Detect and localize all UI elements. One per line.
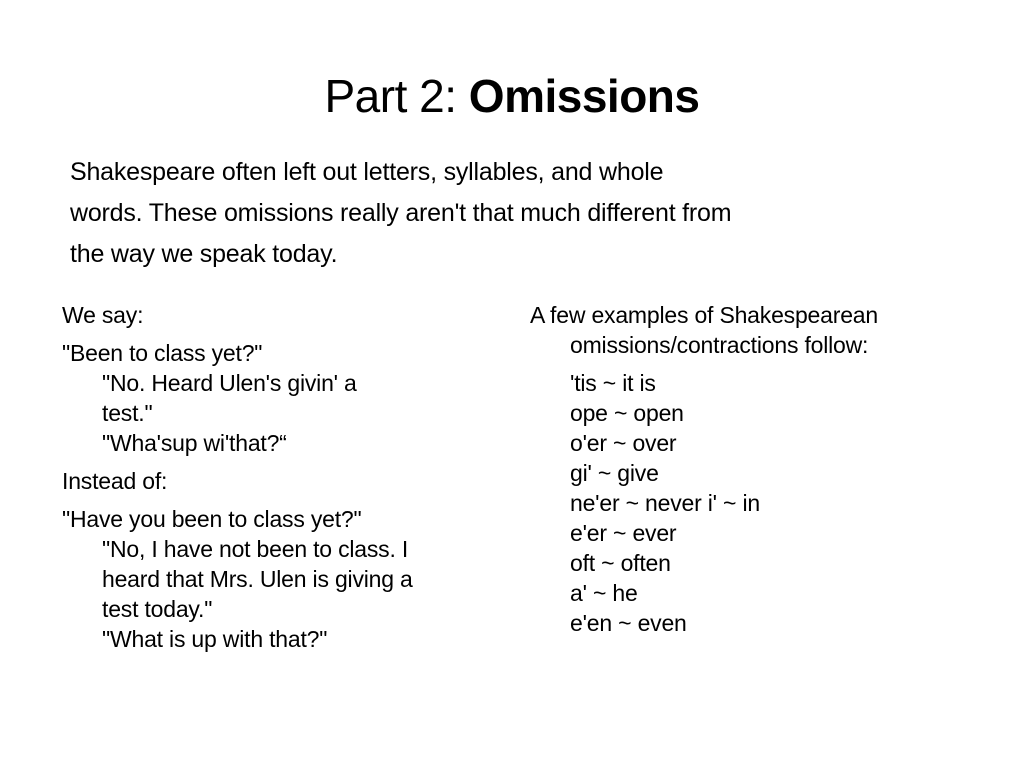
left-column [62,300,512,662]
title-bold: Omissions [468,70,700,122]
intro-line: words. These omissions really aren't that much different from [70,199,732,227]
examples-heading-line: omissions/contractions follow: [570,332,869,358]
instead-line: test today." [102,596,213,622]
examples-heading-line: A few examples of Shakespearean [530,302,878,328]
intro-line: Shakespeare often left out letters, syllables, and whole [70,158,664,186]
intro-line: the way we speak today. [70,240,338,268]
instead-line: heard that Mrs. Ulen is giving a [102,566,413,592]
we-say-label: We say: [62,302,144,328]
example-item: e'er ~ ever [570,520,677,546]
example-item: o'er ~ over [570,430,677,456]
instead-label: Instead of: [62,468,168,494]
examples-list [530,368,1000,638]
instead-line: "What is up with that?" [102,626,328,652]
we-say-line: "No. Heard Ulen's givin' a [102,370,357,396]
we-say-line: "Wha'sup wi'that?“ [102,430,287,456]
example-item: oft ~ often [570,550,671,576]
intro-paragraph [70,152,950,275]
example-item: e'en ~ even [570,610,687,636]
we-say-block [62,338,512,458]
example-item: ne'er ~ never i' ~ in [570,490,760,516]
instead-line: "Have you been to class yet?" [62,506,362,532]
example-item: 'tis ~ it is [570,370,656,396]
instead-line: "No, I have not been to class. I [102,536,409,562]
example-item: ope ~ open [570,400,684,426]
instead-block [62,504,512,654]
title-prefix: Part 2: [324,70,469,122]
example-item: gi' ~ give [570,460,659,486]
example-item: a' ~ he [570,580,638,606]
right-column [530,300,1000,646]
slide-title [0,66,1024,126]
we-say-line: test." [102,400,153,426]
examples-heading [530,300,1000,360]
we-say-line: "Been to class yet?" [62,340,263,366]
